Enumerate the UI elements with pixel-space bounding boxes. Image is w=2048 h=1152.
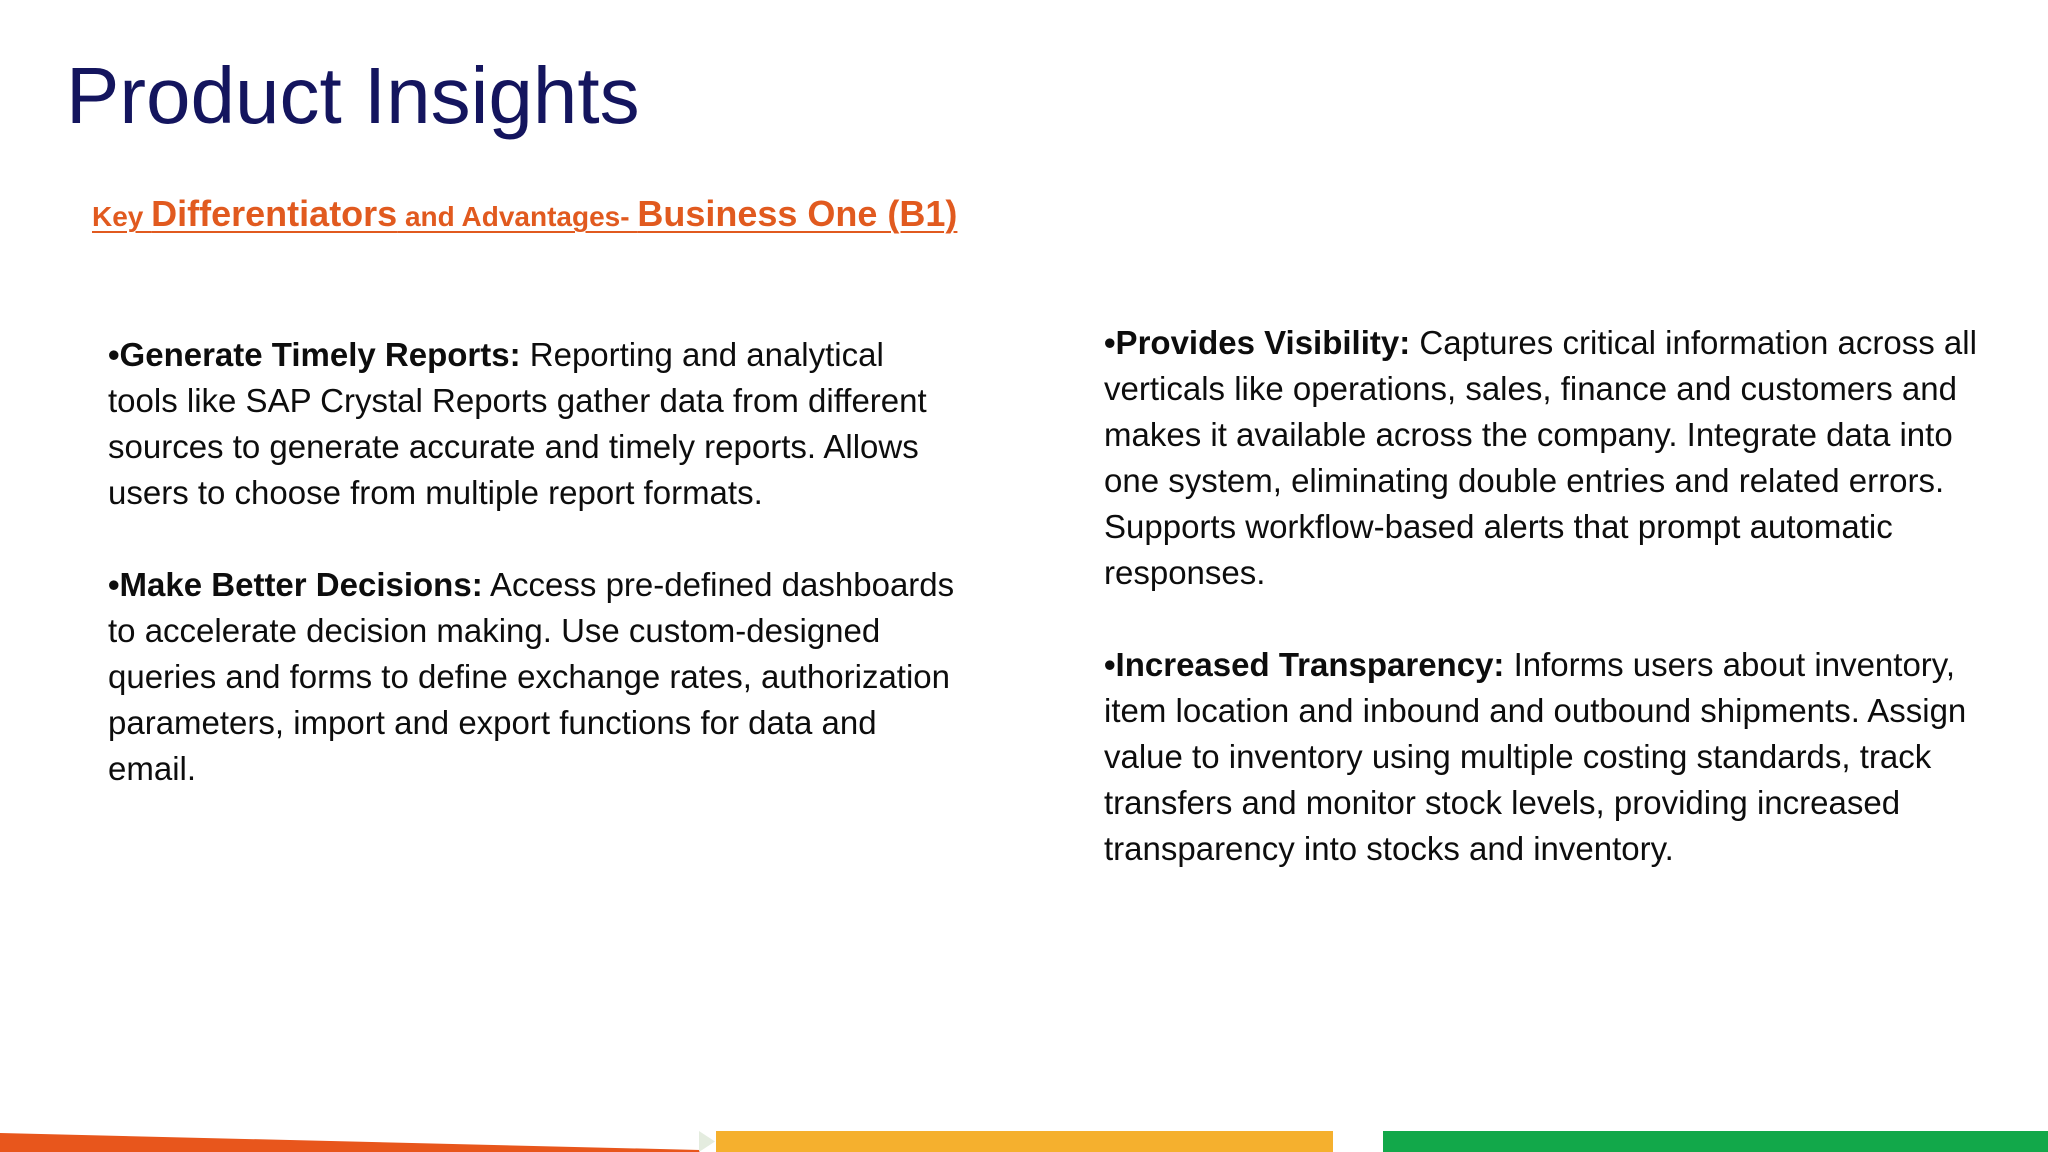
right-column [1104,320,2004,872]
bullet-heading: •Make Better Decisions: [108,566,483,603]
bullet-text: Captures critical information across all verticals like operations, sales, finance and customers and makes it available across the company. Integrate data into one system, eliminating double entries and related errors. Supports workflow-based alerts that prompt automatic responses. [1104,324,1977,591]
slide-subtitle [92,188,957,248]
bullet-text: Access pre-defined dashboards to accelerate decision making. Use custom-designed queries and forms to define exchange rates, authorization parameters, import and export functions for data and email. [108,566,955,787]
bullet-heading: •Provides Visibility: [1104,324,1411,361]
footer-bar-yellow [716,1131,1333,1152]
subtitle-part-4: Business One (B1) [637,193,958,234]
subtitle-part-3: and Advantages- [397,201,638,232]
bullet-heading: •Increased Transparency: [1104,646,1505,683]
footer-color-bars [0,1130,2048,1152]
bullet-text: Reporting and analytical tools like SAP Crystal Reports gather data from different sources to generate accurate and timely reports. Allows users to choose from multiple report formats. [108,336,927,511]
subtitle-part-1: Key [92,201,152,232]
bullet-provides-visibility [1104,320,2004,596]
bullet-generate-timely-reports [108,332,958,516]
bullet-make-better-decisions [108,562,958,792]
footer-bar-orange [0,1130,700,1152]
bullet-text: Informs users about inventory, item location and inbound and outbound shipments. Assign value to inventory using multiple costing standards, track transfers and monitor stock levels, providing increased transparency into stocks and inventory. [1104,646,1967,867]
bullet-heading: •Generate Timely Reports: [108,336,521,373]
footer-bar-green [1383,1131,2048,1152]
left-column [108,332,958,792]
slide-title: Product Insights [66,51,640,140]
subtitle-part-2: Differentiators [151,193,398,234]
bullet-increased-transparency [1104,642,2004,872]
footer-arrow-icon [699,1131,715,1152]
